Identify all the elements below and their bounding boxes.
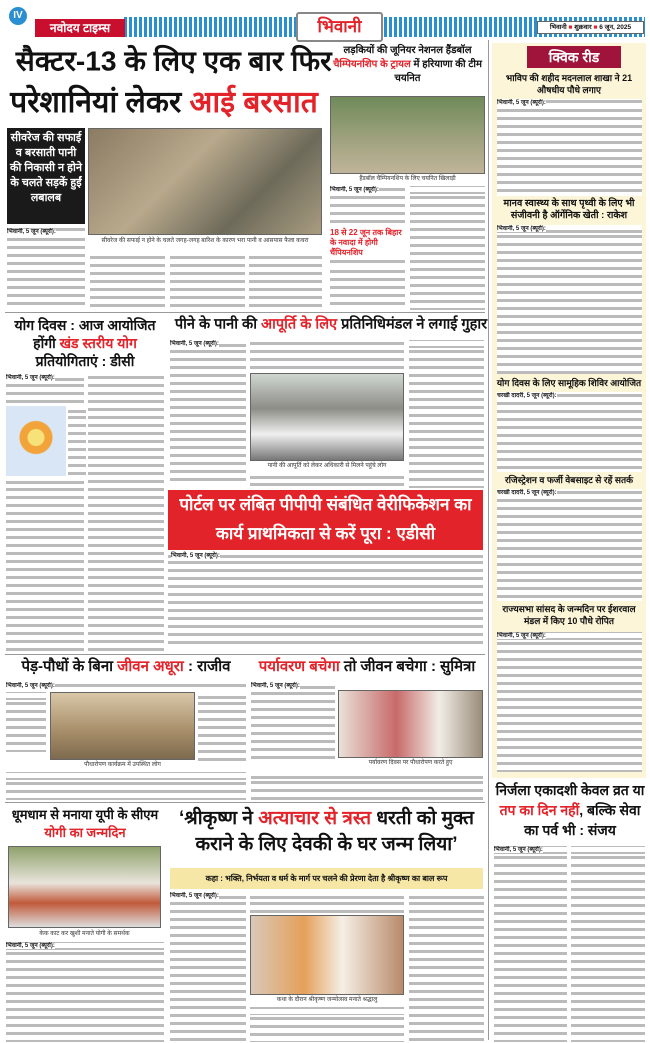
qr-body-5: [497, 632, 642, 772]
krishna-headline: [170, 806, 483, 864]
hl-part: : राजीव: [183, 658, 231, 675]
water-photo: [250, 373, 404, 461]
krishna-body-3: [250, 1007, 404, 1042]
lead-headline-line1: सैक्टर-13 के लिए एक बार फिर: [15, 45, 332, 77]
page-number: IV: [9, 7, 27, 25]
qr-dateline: भिवानी, 5 जून (ब्यूरो):: [497, 100, 546, 106]
yoga-dateline: भिवानी, 5 जून (ब्यूरो):: [6, 375, 55, 381]
lead-body-2: [90, 254, 165, 310]
trees-dateline: भिवानी, 5 जून (ब्यूरो):: [6, 683, 55, 689]
qr-body-2: [497, 225, 642, 374]
hl-part: धरती को मुक्त कराने के लिए देवकी के घर जन्म लिया’: [195, 808, 474, 855]
water-caption: पानी की आपूर्ति को लेकर अधिकारी से मिलने पहुंचे लोग: [267, 463, 387, 469]
handball-callout: 18 से 22 जून तक बिहार के नवादा में होगी चैंपियनशिप: [330, 228, 402, 257]
water-body-3: [250, 473, 404, 488]
hl-part: प्रतिनिधिमंडल ने लगाई गुहार: [337, 315, 488, 333]
qr-body-1: [497, 99, 642, 196]
banner-dateline: भिवानी, 5 जून (ब्यूरो):: [171, 553, 220, 559]
lead-headline-highlight: आई बरसात: [189, 86, 318, 119]
nirjala-dateline: भिवानी, 5 जून (ब्यूरो):: [494, 847, 543, 853]
lead-body-4: [249, 254, 322, 310]
water-body-1: [170, 340, 246, 482]
yogi-caption: केक काट कर खुशी मनाते योगी के समर्थक: [39, 931, 130, 937]
water-headline: [174, 315, 488, 335]
masthead: नवोदय टाइम्स: [35, 19, 125, 37]
hl-highlight: आपूर्ति के लिए: [261, 315, 338, 333]
trees-body-1: [6, 682, 246, 690]
hl-highlight: चैम्पियनशिप के ट्रायल: [333, 59, 411, 70]
lead-dateline: भिवानी, 5 जून (ब्यूरो):: [7, 229, 56, 235]
krishna-body-1: [170, 892, 246, 1042]
environment-photo: [338, 690, 483, 758]
lead-headline-part: परेशानियां लेकर: [10, 86, 190, 119]
yoga-chakra-image: [6, 406, 66, 476]
qr-headline-5: राज्यसभा सांसद के जन्मदिन पर ईशरवाल मंडल में किए 10 पौधे रोपित: [502, 604, 636, 626]
trees-body-4: [6, 772, 246, 800]
date-value: 6 जून, 2025: [599, 24, 632, 31]
environment-headline: [251, 657, 483, 678]
hl-highlight: पर्यावरण बचेगा: [258, 658, 340, 675]
adc-banner: [168, 490, 483, 550]
hl-part: प्रतियोगिताएं : डीसी: [35, 353, 135, 369]
hl-part: निर्जला एकादशी केवल व्रत या: [495, 782, 645, 798]
trees-body-3: [198, 692, 246, 762]
hl-part: पेड़-पौधों के बिना: [21, 658, 118, 675]
trees-photo: [50, 692, 195, 760]
environment-dateline: भिवानी, 5 जून (ब्यूरो):: [251, 683, 300, 689]
date-day: शुक्रवार: [574, 24, 592, 31]
qr-dateline: चरखी दादरी, 5 जून (ब्यूरो):: [497, 393, 557, 399]
qr-headline-2: मानव स्वास्थ्य के साथ पृथ्वी के लिए भी संजीवनी है ऑर्गेनिक खेती : राकेश: [503, 198, 635, 221]
krishna-caption: कथा के दौरान श्रीकृष्ण जन्मोत्सव मनाते श्रद्धालु: [276, 997, 378, 1003]
date-city: भिवानी: [549, 24, 567, 31]
trees-body-2: [6, 692, 46, 752]
water-body-4: [409, 340, 484, 488]
lead-headline-line2: [6, 84, 322, 122]
yogi-photo: [8, 846, 161, 928]
lead-body-1: [7, 228, 85, 310]
lead-caption: सीवरेज की सफाई न होने के चलते जगह-जगह बारिश के कारण भरा पानी व आसपास फैला कचरा: [101, 238, 309, 244]
qr-headline-1: भाविप की शहीद मदनलाल शाखा ने 21 औषधीय पौधे लगाए: [505, 73, 633, 95]
handball-photo: [330, 96, 485, 174]
handball-body-1: [330, 186, 405, 226]
qr-body-4: [497, 489, 642, 601]
hl-part: ‘श्रीकृष्ण ने: [179, 808, 259, 829]
krishna-body-4: [409, 892, 484, 1042]
lead-photo: [88, 128, 322, 235]
handball-caption: हैंडबॉल चैम्पियनशिप के लिए चयनित खिलाड़ी: [359, 176, 456, 182]
yoga-body-4: [88, 374, 164, 654]
krishna-photo: [250, 915, 404, 995]
environment-caption: पर्यावरण दिवस पर पौधारोपण करते हुए: [368, 760, 453, 766]
banner-line-1: पोर्टल पर लंबित पीपीपी संबंधित वेरीफिकेशन का: [179, 495, 472, 514]
quick-read-title: क्विक रीड: [527, 46, 621, 68]
environment-body-2: [251, 771, 483, 800]
qr-dateline: भिवानी, 5 जून (ब्यूरो):: [497, 633, 546, 639]
hl-part: धूमधाम से मनाया यूपी के सीएम: [11, 807, 159, 822]
environment-body-1: [251, 682, 335, 760]
banner-body: [168, 551, 483, 645]
hl-highlight: योगी का जन्मदिन: [44, 825, 126, 840]
edition-tab: भिवानी: [296, 12, 383, 42]
yoga-body-3: [6, 478, 84, 653]
column-divider: [488, 40, 489, 1040]
yoga-body-2: [68, 406, 86, 476]
yoga-body-1: [6, 374, 84, 404]
divider: [5, 312, 485, 313]
qr-headline-3: योग दिवस के लिए सामूहिक शिविर आयोजित: [496, 378, 642, 388]
hl-part: पीने के पानी की: [174, 315, 262, 333]
hl-part: तो जीवन बचेगा : सुमित्रा: [339, 658, 476, 675]
trees-caption: पौधारोपण कार्यक्रम में उपस्थित लोग: [84, 762, 161, 768]
divider: [5, 802, 485, 803]
lead-subhead: सीवरेज की सफाई व बरसाती पानी की निकासी न होने के चलते सड़कें हुईं लबालब: [7, 128, 85, 224]
qr-dateline: भिवानी, 5 जून (ब्यूरो):: [497, 226, 546, 232]
nirjala-body-1: [494, 846, 567, 1042]
yogi-dateline: भिवानी, 5 जून (ब्यूरो):: [6, 943, 55, 949]
hl-highlight: अत्याचार से त्रस्त: [258, 808, 372, 829]
handball-body-2: [330, 260, 405, 310]
nirjala-body-2: [571, 846, 645, 1042]
krishna-subhead: कहा : भक्ति, निर्भयता व धर्म के मार्ग पर चलने की प्रेरणा देता है श्रीकृष्ण का बाल रूप: [205, 874, 448, 883]
hl-part: , बल्कि सेवा का पर्व भी : संजय: [524, 802, 641, 838]
qr-body-3: [497, 392, 642, 472]
hl-highlight: जीवन अधूरा: [117, 658, 184, 675]
handball-dateline: भिवानी, 5 जून (ब्यूरो):: [330, 187, 379, 193]
water-body-2: [250, 340, 404, 372]
hl-highlight: तप का दिन नहीं: [499, 802, 580, 818]
yogi-headline: [6, 806, 164, 844]
hl-part: योग दिवस : आज आयोजित होंगी: [14, 317, 156, 351]
handball-body-3: [410, 186, 485, 310]
yoga-headline: [6, 316, 164, 372]
dateline-box: भिवानी ■ शुक्रवार ■ 6 जून, 2025: [537, 21, 644, 34]
water-dateline: भिवानी, 5 जून (ब्यूरो):: [170, 341, 219, 347]
qr-headline-4: रजिस्ट्रेशन व फर्जी वेबसाइट से रहें सतर्क: [505, 475, 633, 485]
trees-headline: [6, 657, 246, 678]
hl-part: में हरियाणा की टीम चयनित: [394, 59, 482, 84]
divider: [5, 654, 485, 655]
hl-part: लड़कियों की जूनियर नेशनल हैंडबॉल: [343, 45, 472, 56]
hl-highlight: खंड स्तरीय योग: [59, 335, 137, 351]
nirjala-headline: [494, 780, 646, 842]
qr-dateline: चरखी दादरी, 5 जून (ब्यूरो):: [497, 490, 557, 496]
yogi-body: [6, 942, 164, 1042]
krishna-dateline: भिवानी, 5 जून (ब्यूरो):: [170, 893, 219, 899]
handball-headline: [330, 44, 485, 92]
lead-body-3: [170, 254, 245, 310]
banner-line-2: कार्य प्राथमिकता से करें पूरा : एडीसी: [215, 524, 436, 543]
krishna-body-2: [250, 892, 404, 914]
